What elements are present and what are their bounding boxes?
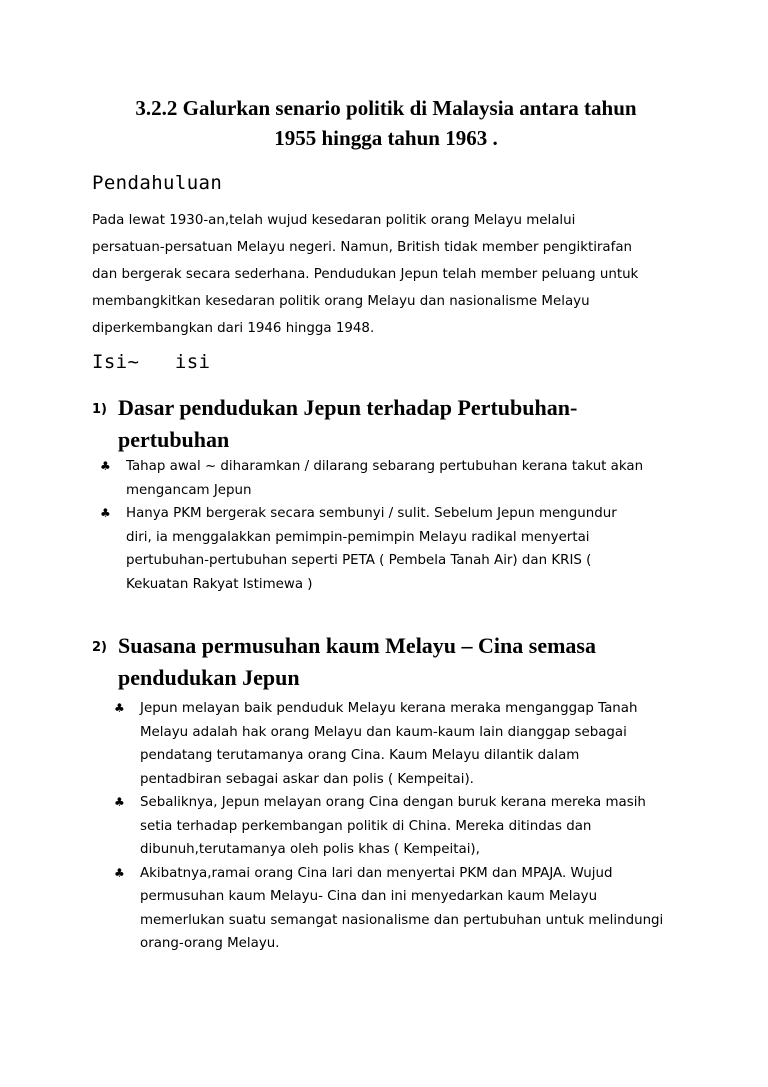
intro-line: dan bergerak secara sederhana. Pendudukan Jepun telah member peluang untuk bbox=[92, 267, 639, 282]
bullet-line: Jepun melayan baik penduduk Melayu kerana meraka menganggap Tanah bbox=[140, 701, 638, 716]
section-2-title bbox=[118, 630, 698, 694]
bullet-item bbox=[114, 791, 684, 862]
bullet-line: Melayu adalah hak orang Melayu dan kaum-kaum lain dianggap sebagai bbox=[140, 724, 627, 740]
bullet-item bbox=[114, 697, 684, 791]
section-2-bullet-list bbox=[114, 697, 684, 956]
club-bullet-icon: ♣ bbox=[100, 459, 111, 473]
bullet-line: dibunuh,terutamanya oleh polis khas ( Kempeitai), bbox=[140, 842, 480, 857]
section-title-line: pendudukan Jepun bbox=[118, 665, 300, 690]
bullet-item bbox=[114, 862, 684, 956]
section-1-bullet-list bbox=[100, 455, 690, 596]
section-title-line: Suasana permusuhan kaum Melayu – Cina semasa bbox=[118, 633, 596, 658]
intro-line: Pada lewat 1930-an,telah wujud kesedaran politik orang Melayu melalui bbox=[92, 213, 576, 228]
bullet-line: permusuhan kaum Melayu- Cina dan ini menyedarkan kaum Melayu bbox=[140, 889, 598, 904]
document-title-line-2: 1955 hingga tahun 1963 . bbox=[274, 126, 498, 150]
bullet-line: Tahap awal ~ diharamkan / dilarang sebarang pertubuhan kerana takut akan bbox=[126, 459, 644, 474]
bullet-line: pentadbiran sebagai askar dan polis ( Kempeitai). bbox=[140, 771, 474, 787]
club-bullet-icon: ♣ bbox=[114, 701, 125, 715]
section-title-line: pertubuhan bbox=[118, 427, 230, 452]
bullet-line: Hanya PKM bergerak secara sembunyi / sulit. Sebelum Jepun mengundur bbox=[126, 506, 617, 521]
intro-line: membangkitkan kesedaran politik orang Melayu dan nasionalisme Melayu bbox=[92, 294, 590, 309]
document-title-line-1: 3.2.2 Galurkan senario politik di Malaysia antara tahun bbox=[135, 96, 637, 120]
section-1-number: 1) bbox=[92, 402, 107, 417]
intro-heading: Pendahuluan bbox=[92, 172, 223, 194]
bullet-line: Kekuatan Rakyat Istimewa ) bbox=[126, 576, 313, 592]
section-2-number: 2) bbox=[92, 640, 107, 655]
bullet-line: Sebaliknya, Jepun melayan orang Cina dengan buruk kerana mereka masih bbox=[140, 795, 646, 810]
content-heading: Isi~ isi bbox=[92, 351, 211, 373]
bullet-item bbox=[100, 455, 690, 502]
intro-paragraph bbox=[92, 207, 692, 342]
bullet-line: diri, ia menggalakkan pemimpin-pemimpin Melayu radikal menyertai bbox=[126, 529, 590, 545]
intro-line: diperkembangkan dari 1946 hingga 1948. bbox=[92, 321, 375, 336]
bullet-line: mengancam Jepun bbox=[126, 482, 252, 498]
section-1-title bbox=[118, 392, 698, 456]
bullet-line: setia terhadap perkembangan politik di China. Mereka ditindas dan bbox=[140, 818, 592, 834]
bullet-line: Akibatnya,ramai orang Cina lari dan menyertai PKM dan MPAJA. Wujud bbox=[140, 865, 613, 881]
bullet-line: memerlukan suatu semangat nasionalisme dan pertubuhan untuk melindungi bbox=[140, 912, 664, 928]
bullet-item bbox=[100, 502, 690, 596]
intro-line: persatuan-persatuan Melayu negeri. Namun, British tidak member pengiktirafan bbox=[92, 240, 633, 255]
club-bullet-icon: ♣ bbox=[114, 795, 125, 809]
section-title-line: Dasar pendudukan Jepun terhadap Pertubuhan- bbox=[118, 395, 578, 420]
bullet-line: orang-orang Melayu. bbox=[140, 936, 280, 951]
club-bullet-icon: ♣ bbox=[114, 865, 125, 880]
bullet-line: pendatang terutamanya orang Cina. Kaum Melayu dilantik dalam bbox=[140, 748, 580, 763]
club-bullet-icon: ♣ bbox=[100, 506, 111, 520]
bullet-line: pertubuhan-pertubuhan seperti PETA ( Pembela Tanah Air) dan KRIS ( bbox=[126, 553, 592, 568]
